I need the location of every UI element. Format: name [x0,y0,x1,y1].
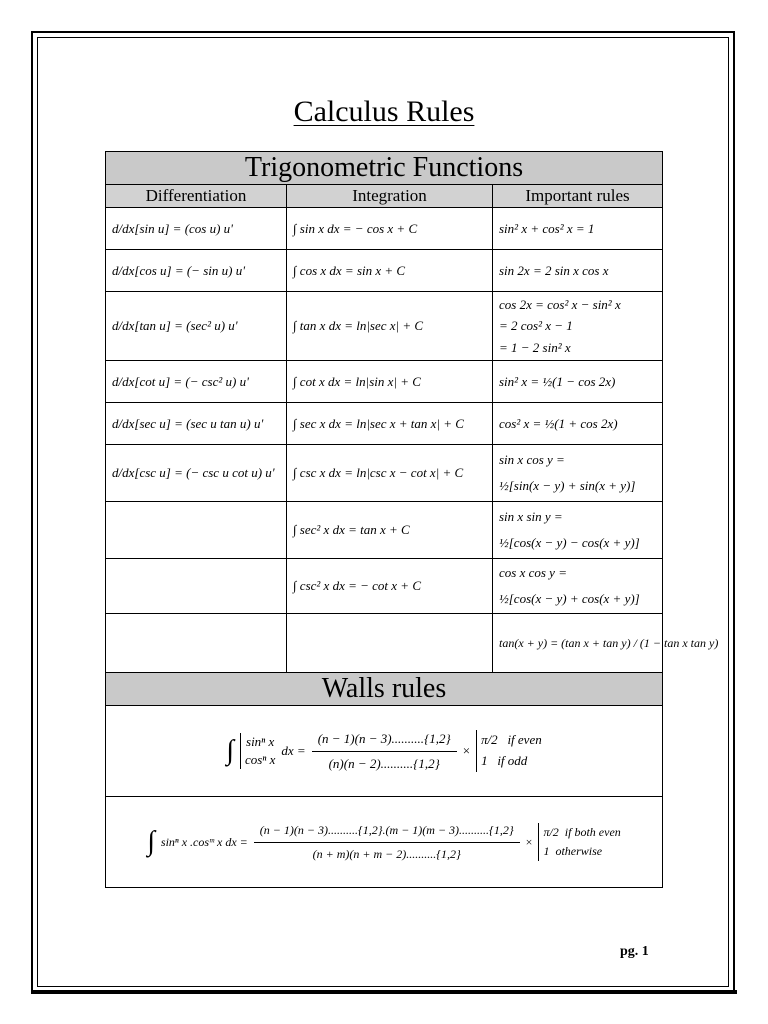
walls-heading: Walls rules [106,673,663,706]
diff-cell: d/dx[sin u] = (cos u) u' [106,208,287,250]
walls-formula-row [106,706,663,797]
integ-cell: ∫ tan x dx = ln|sec x| + C [287,292,493,361]
rule-line: cos 2x = cos² x − sin² x [499,296,621,312]
rules-table [105,151,719,888]
diff-cell: d/dx[cos u] = (− sin u) u' [106,250,287,292]
diff-cell [106,502,287,559]
integ-cell: ∫ sec x dx = ln|sec x + tan x| + C [287,403,493,445]
integ-cell: ∫ cot x dx = ln|sin x| + C [287,361,493,403]
integ-cell [287,614,493,673]
integrand: sinⁿ x .cosᵐ x dx = [160,834,248,849]
rule-cell [493,292,663,361]
integ-cell: ∫ csc² x dx = − cot x + C [287,559,493,614]
rule-line: sin x cos y = [499,452,565,468]
rule-cell: cos² x = ½(1 + cos 2x) [493,403,663,445]
rule-line: ½[cos(x − y) − cos(x + y)] [499,535,640,550]
diff-cell: d/dx[cot u] = (− csc² u) u' [106,361,287,403]
integral-sign-icon: ∫ [226,735,234,766]
rule-line: ½[sin(x − y) + sin(x + y)] [499,478,636,493]
case-condition: if odd [497,753,528,768]
rule-line: ½[cos(x − y) + cos(x + y)] [499,591,640,606]
walls-formula-2: ∫ sinⁿ x .cosᵐ x dx = $\frac{(n - 1)(n - 3)..........\{1,2\}.(m - 1)(m - 3)..........\{1,2\}}{(n + m)(n + m - 2)..........\{1,2\}}$ × π/2 if both even 1 otherwise [106,797,663,888]
diff-cell [106,614,287,673]
rule-cell [493,502,663,559]
diff-cell: d/dx[csc u] = (− csc u cot u) u' [106,445,287,502]
table-row [106,361,663,403]
integral-sign-icon: ∫ [147,826,155,857]
rule-cell [493,445,663,502]
table-row [106,208,663,250]
rule-line: tan(x + y) = (tan x + tan y) / (1 − tan x tan y) [499,635,719,650]
col-integration: Integration [287,185,493,208]
rule-cell: sin 2x = 2 sin x cos x [493,250,663,292]
case-value: 1 [481,753,488,768]
walls-formula-1: ∫ sinⁿ x cosⁿ x dx = $\frac{(n - 1)(n - 3)..........\{1,2\}}{(n)(n - 2)..........\{1,2\}}$ × π/2 if even 1 if odd [106,706,663,797]
brace-value: 1 [429,730,436,746]
case-condition: if both even [564,824,621,839]
rule-line: cos x cos y = [499,565,567,581]
numerator: (n − 1)(n − 3)..........{1,2}.(m − 1)(m − 3)..........{1,2} [254,819,520,843]
integrand-cos: cosⁿ x [244,752,276,767]
rule-line: sin x sin y = [499,509,563,525]
page-border-shadow [31,990,737,994]
col-important-rules: Important rules [493,185,663,208]
brace-value: 1 [418,755,425,771]
integ-cell: ∫ sec² x dx = tan x + C [287,502,493,559]
table-row [106,445,663,502]
page-number: pg. 1 [620,944,649,959]
case-condition: if even [507,732,542,748]
rule-cell: sin² x + cos² x = 1 [493,208,663,250]
rule-cell: sin² x = ½(1 − cos 2x) [493,361,663,403]
rule-cell [493,559,663,614]
col-differentiation: Differentiation [106,185,287,208]
diff-cell: d/dx[sec u] = (sec u tan u) u' [106,403,287,445]
brace-value: 2 [439,730,446,746]
rule-cell [493,614,719,673]
numerator: (n − 1)(n − 3).......... [317,730,425,746]
denominator: (n)(n − 2).......... [328,755,414,771]
table-row [106,403,663,445]
integ-cell: ∫ csc x dx = ln|csc x − cot x| + C [287,445,493,502]
integrand-sin: sinⁿ x [246,733,275,749]
dx-label: dx = [281,743,306,758]
case-condition: otherwise [555,844,603,858]
table-row [106,292,663,361]
integ-cell: ∫ cos x dx = sin x + C [287,250,493,292]
page-title: Calculus Rules [293,95,475,128]
table-row [106,250,663,292]
table-row [106,502,663,559]
diff-cell [106,559,287,614]
table-row [106,614,663,673]
case-value: π/2 [543,824,559,839]
case-value: 1 [543,844,550,858]
denominator: (n + m)(n + m − 2)..........{1,2} [312,846,461,861]
integ-cell: ∫ sin x dx = − cos x + C [287,208,493,250]
rule-line: = 1 − 2 sin² x [499,339,571,355]
case-value: π/2 [481,732,498,748]
brace-value: 2 [428,755,435,771]
diff-cell: d/dx[tan u] = (sec² u) u' [106,292,287,361]
walls-formula-row [106,797,663,888]
table-row [106,559,663,614]
trig-heading: Trigonometric Functions [106,152,663,185]
rule-line: = 2 cos² x − 1 [499,318,573,334]
